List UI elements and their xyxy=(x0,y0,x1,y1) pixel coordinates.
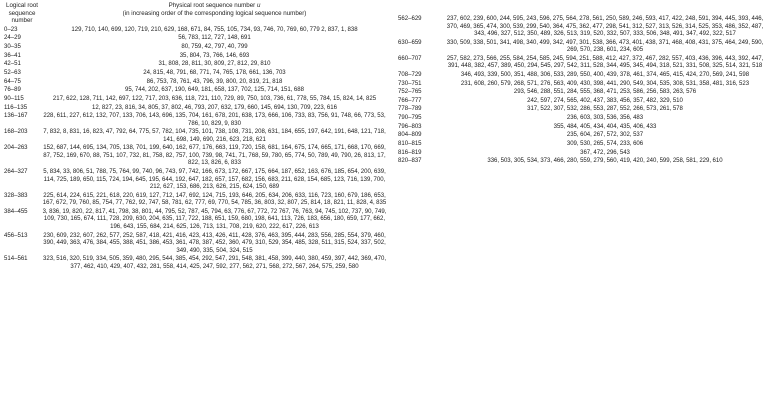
physical-header xyxy=(42,2,387,25)
logical-range: 384–455 xyxy=(4,208,28,215)
table-row xyxy=(2,87,387,95)
logical-range: 810–815 xyxy=(398,141,422,148)
logical-header-line-1: Logical root xyxy=(6,2,38,9)
logical-range: 730–751 xyxy=(398,80,422,87)
physical-values: 237, 602, 239, 600, 244, 595, 243, 596, 275, 564, 278, 561, 250, 589, 246, 593, 417, 422, 248, 591, 394, 445, 393, 446, 370, 469, 365, 474, 300, 539, 299, 540, 364, 475, 362, 477, 298, 541, 312, 527, 313, 526, 314, 525, 353, 486, 352, 487, 343, 496, 327, 512, 350, 489, 326, 513, 319, 520, 332, 507, 333, 506, 348, 491, 347, 492, 322, 517 xyxy=(446,16,764,37)
logical-range: 52–63 xyxy=(4,69,21,76)
table-row xyxy=(2,35,387,43)
physical-values: 236, 603, 303, 536, 356, 483 xyxy=(566,115,644,122)
physical-values: 367, 472, 296, 543 xyxy=(580,149,630,156)
logical-range: 804–809 xyxy=(398,132,422,139)
physical-values: 336, 503, 305, 534, 373, 466, 280, 559, 279, 560, 419, 420, 240, 599, 258, 581, 229, 610 xyxy=(487,158,723,165)
physical-values: 129, 710, 140, 699, 120, 719, 210, 629, 168, 671, 84, 755, 105, 734, 93, 746, 70, 769, 60, 779 2, 837, 1, 838 xyxy=(71,26,358,33)
right-rows xyxy=(398,16,766,166)
logical-range: 24–29 xyxy=(4,35,21,42)
logical-range: 456–513 xyxy=(4,232,28,239)
physical-values: 95, 744, 202, 637, 190, 649, 181, 658, 137, 702, 125, 714, 151, 688 xyxy=(125,87,304,94)
table-row xyxy=(2,169,387,192)
logical-header-line-2: sequence number xyxy=(8,9,36,25)
physical-values: 152, 687, 144, 695, 134, 705, 138, 701, 199, 640, 162, 677, 176, 663, 119, 720, 158, 681, 164, 675, 174, 665, 171, 668, 170, 669, 87, 752, 169, 670, 88, 751, 107, 732, 81, 758, 82, 757, 100, 739, 98, 741, 71, 768, 59, 780, 65, 774, 50, 789, 49, 790, 26, 813, 17, 822, 13, 826, 6, 833 xyxy=(43,145,386,167)
physical-values: 35, 804, 73, 766, 146, 693 xyxy=(179,52,250,59)
logical-range: 76–89 xyxy=(4,87,21,94)
logical-range: 204–263 xyxy=(4,145,28,152)
logical-range: 660–707 xyxy=(398,55,422,62)
table-row xyxy=(398,141,766,149)
logical-range: 796–803 xyxy=(398,123,422,130)
physical-values: 330, 509, 338, 501, 341, 498, 340, 499, 342, 497, 301, 538, 366, 473, 401, 438, 371, 468, 408, 431, 375, 464, 249, 590, 269, 570, 238, 601, 234, 605 xyxy=(446,39,764,54)
logical-range: 778–789 xyxy=(398,106,422,113)
table-row xyxy=(2,105,387,113)
table-row xyxy=(2,193,387,208)
table-row xyxy=(2,145,387,168)
physical-values: 3, 836, 19, 820, 22, 817, 41, 798, 38, 801, 44, 795, 52, 787, 45, 794, 63, 776, 67, 772, 72 767, 76, 763, 94, 745, 102, 737, 90, 749, 109, 730, 165, 674, 111, 728, 209, 630, 204, 635, 117, 722, 188, 651, 159, 680, 198, 641, 113, 726, 183, 656, 180, 659, 177, 662, 196, 643, 155, 684, 214, 625, 126, 713, 131, 708, 219, 620, 222, 617, 226, 613 xyxy=(42,208,387,230)
logical-range: 0–23 xyxy=(4,26,18,33)
table-row xyxy=(2,44,387,52)
logical-range: 328–383 xyxy=(4,192,28,199)
table-left-column xyxy=(2,2,387,272)
physical-values: 323, 516, 320, 519, 334, 505, 359, 480, 295, 544, 385, 454, 292, 547, 291, 548, 381, 458, 399, 440, 380, 459, 397, 442, 369, 470, 377, 462, 410, 429, 407, 432, 281, 558, 414, 425, 247, 592, 277, 562, 271, 568, 272, 567, 264, 575, 259, 580 xyxy=(43,256,386,270)
table-row xyxy=(2,233,387,256)
logical-range: 30–35 xyxy=(4,44,21,51)
logical-range: 264–327 xyxy=(4,169,28,176)
physical-values: 5, 834, 33, 806, 51, 788, 75, 764, 99, 740, 96, 743, 97, 742, 166, 673, 172, 667, 175, 664, 187, 652, 163, 676, 185, 654, 200, 639, 114, 725, 189, 650, 115, 724, 194, 645, 195, 644, 192, 647, 182, 657, 157, 682, 156, 683, 211, 628, 154, 685, 123, 716, 139, 700, 212, 627, 153, 686, 213, 626, 215, 624, 150, 689 xyxy=(43,169,386,191)
table-row xyxy=(2,113,387,128)
logical-range: 708–729 xyxy=(398,71,422,78)
physical-values: 225, 614, 224, 615, 221, 618, 220, 619, 127, 712, 147, 692, 124, 715, 193, 646, 205, 634, 206, 633, 116, 723, 160, 679, 186, 653, 167, 672, 79, 760, 85, 754, 77, 762, 92, 747, 58, 781, 62, 777, 69, 770, 54, 785, 36, 803, 32, 807, 25, 814, 18, 821, 11, 828, 4, 835 xyxy=(42,192,387,207)
table-row xyxy=(2,70,387,78)
logical-range: 136–167 xyxy=(4,113,28,120)
logical-range: 630–659 xyxy=(398,39,422,46)
physical-values: 346, 493, 339, 500, 351, 488, 306, 533, 289, 550, 400, 439, 378, 461, 374, 465, 415, 424, 270, 569, 241, 598 xyxy=(460,71,750,78)
logical-header xyxy=(2,2,42,25)
physical-values: 86, 753, 78, 761, 43, 796, 39, 800, 20, 819, 21, 818 xyxy=(146,78,283,85)
table-row xyxy=(398,98,766,106)
physical-values: 293, 546, 288, 551, 284, 555, 368, 471, 253, 586, 256, 583, 263, 576 xyxy=(513,89,697,96)
logical-range: 790–795 xyxy=(398,115,422,122)
table-row xyxy=(398,158,766,166)
physical-values: 31, 808, 28, 811, 30, 809, 27, 812, 29, 810 xyxy=(158,61,271,68)
table-row xyxy=(398,150,766,158)
physical-values: 257, 582, 273, 566, 255, 584, 254, 585, 245, 594, 251, 588, 412, 427, 372, 467, 282, 557, 403, 436, 396, 443, 392, 447, 391, 448, 382, 457, 389, 450, 294, 545, 297, 542, 311, 528, 344, 495, 345, 494, 318, 521, 331, 508, 325, 514, 321, 518 xyxy=(446,55,764,70)
table-row xyxy=(398,16,766,39)
table-row xyxy=(2,27,387,35)
logical-range: 562–629 xyxy=(398,16,422,22)
logical-range: 514–561 xyxy=(4,256,28,263)
logical-range: 36–41 xyxy=(4,52,21,59)
physical-values: 355, 484, 405, 434, 404, 435, 406, 433 xyxy=(553,123,657,130)
table-row xyxy=(2,256,387,271)
physical-header-line-1 xyxy=(42,2,387,10)
table-row xyxy=(398,106,766,114)
physical-values: 242, 597, 274, 565, 402, 437, 383, 456, 357, 482, 329, 510 xyxy=(527,97,683,104)
logical-range: 752–765 xyxy=(398,89,422,96)
physical-values: 230, 609, 232, 607, 262, 577, 252, 587, 418, 421, 416, 423, 413, 426, 411, 428, 376, 463, 395, 444, 283, 556, 285, 554, 379, 460, 390, 449, 363, 476, 384, 455, 388, 451, 386, 453, 361, 478, 387, 452, 360, 479, 310, 529, 354, 485, 328, 511, 315, 524, 337, 502, 349, 490, 335, 504, 324, 515 xyxy=(43,232,386,254)
table-row xyxy=(2,53,387,61)
physical-values: 228, 611, 227, 612, 132, 707, 133, 706, 143, 696, 135, 704, 161, 678, 201, 638, 173, 666, 106, 733, 83, 756, 91, 748, 66, 773, 53, 786, 10, 829, 9, 830 xyxy=(43,113,386,127)
physical-values: 217, 622, 128, 711, 142, 697, 122, 717, 203, 636, 118, 721, 110, 729, 89, 750, 103, 736, 61, 778, 55, 784, 15, 824, 14, 825 xyxy=(52,95,377,102)
physical-values: 235, 604, 267, 572, 302, 537 xyxy=(566,132,644,139)
physical-values: 231, 608, 260, 579, 268, 571, 276, 563, 409, 430, 398, 441, 290, 549, 304, 535, 308, 531, 358, 481, 316, 523 xyxy=(460,80,750,87)
table-header xyxy=(2,2,387,25)
table-row xyxy=(2,96,387,104)
physical-values: 317, 522, 307, 532, 286, 553, 287, 552, 266, 573, 261, 578 xyxy=(527,106,683,113)
logical-range: 90–115 xyxy=(4,95,24,102)
table-row xyxy=(398,89,766,97)
logical-range: 116–135 xyxy=(4,104,28,111)
table-right-column xyxy=(398,16,766,167)
table-row xyxy=(398,124,766,132)
physical-header-line-2: (in increasing order of the corresponding logical sequence number) xyxy=(122,9,307,17)
logical-range: 766–777 xyxy=(398,97,422,104)
table-row xyxy=(398,72,766,80)
physical-values: 56, 783, 112, 727, 148, 691 xyxy=(178,35,251,42)
table-row xyxy=(2,79,387,87)
logical-range: 816–819 xyxy=(398,149,422,156)
table-row xyxy=(2,61,387,69)
logical-range: 820–837 xyxy=(398,158,422,165)
left-rows xyxy=(2,27,387,271)
physical-values: 309, 530, 265, 574, 233, 606 xyxy=(566,141,644,148)
physical-header-variable: u xyxy=(256,2,261,9)
table-row xyxy=(2,209,387,232)
logical-range: 64–75 xyxy=(4,78,21,85)
table-row xyxy=(398,115,766,123)
physical-values: 7, 832, 8, 831, 16, 823, 47, 792, 64, 775, 57, 782, 104, 735, 101, 738, 108, 731, 208, 631, 184, 655, 197, 642, 191, 648, 121, 718, 141, 698, 149, 690, 216, 623, 218, 621 xyxy=(43,129,386,143)
table-row xyxy=(398,81,766,89)
physical-values: 12, 827, 23, 816, 34, 805, 37, 802, 46, 793, 207, 632, 179, 660, 145, 694, 130, 709, 223, 616 xyxy=(91,104,337,111)
table-row xyxy=(398,40,766,55)
physical-values: 80, 759, 42, 797, 40, 799 xyxy=(181,44,248,51)
table-row xyxy=(398,56,766,71)
table-row xyxy=(2,129,387,144)
logical-range: 42–51 xyxy=(4,61,21,68)
physical-header-text: Physical root sequence number xyxy=(168,2,256,9)
logical-range: 168–203 xyxy=(4,129,28,136)
physical-values: 24, 815, 48, 791, 68, 771, 74, 765, 178, 661, 136, 703 xyxy=(143,69,286,76)
table-row xyxy=(398,132,766,140)
